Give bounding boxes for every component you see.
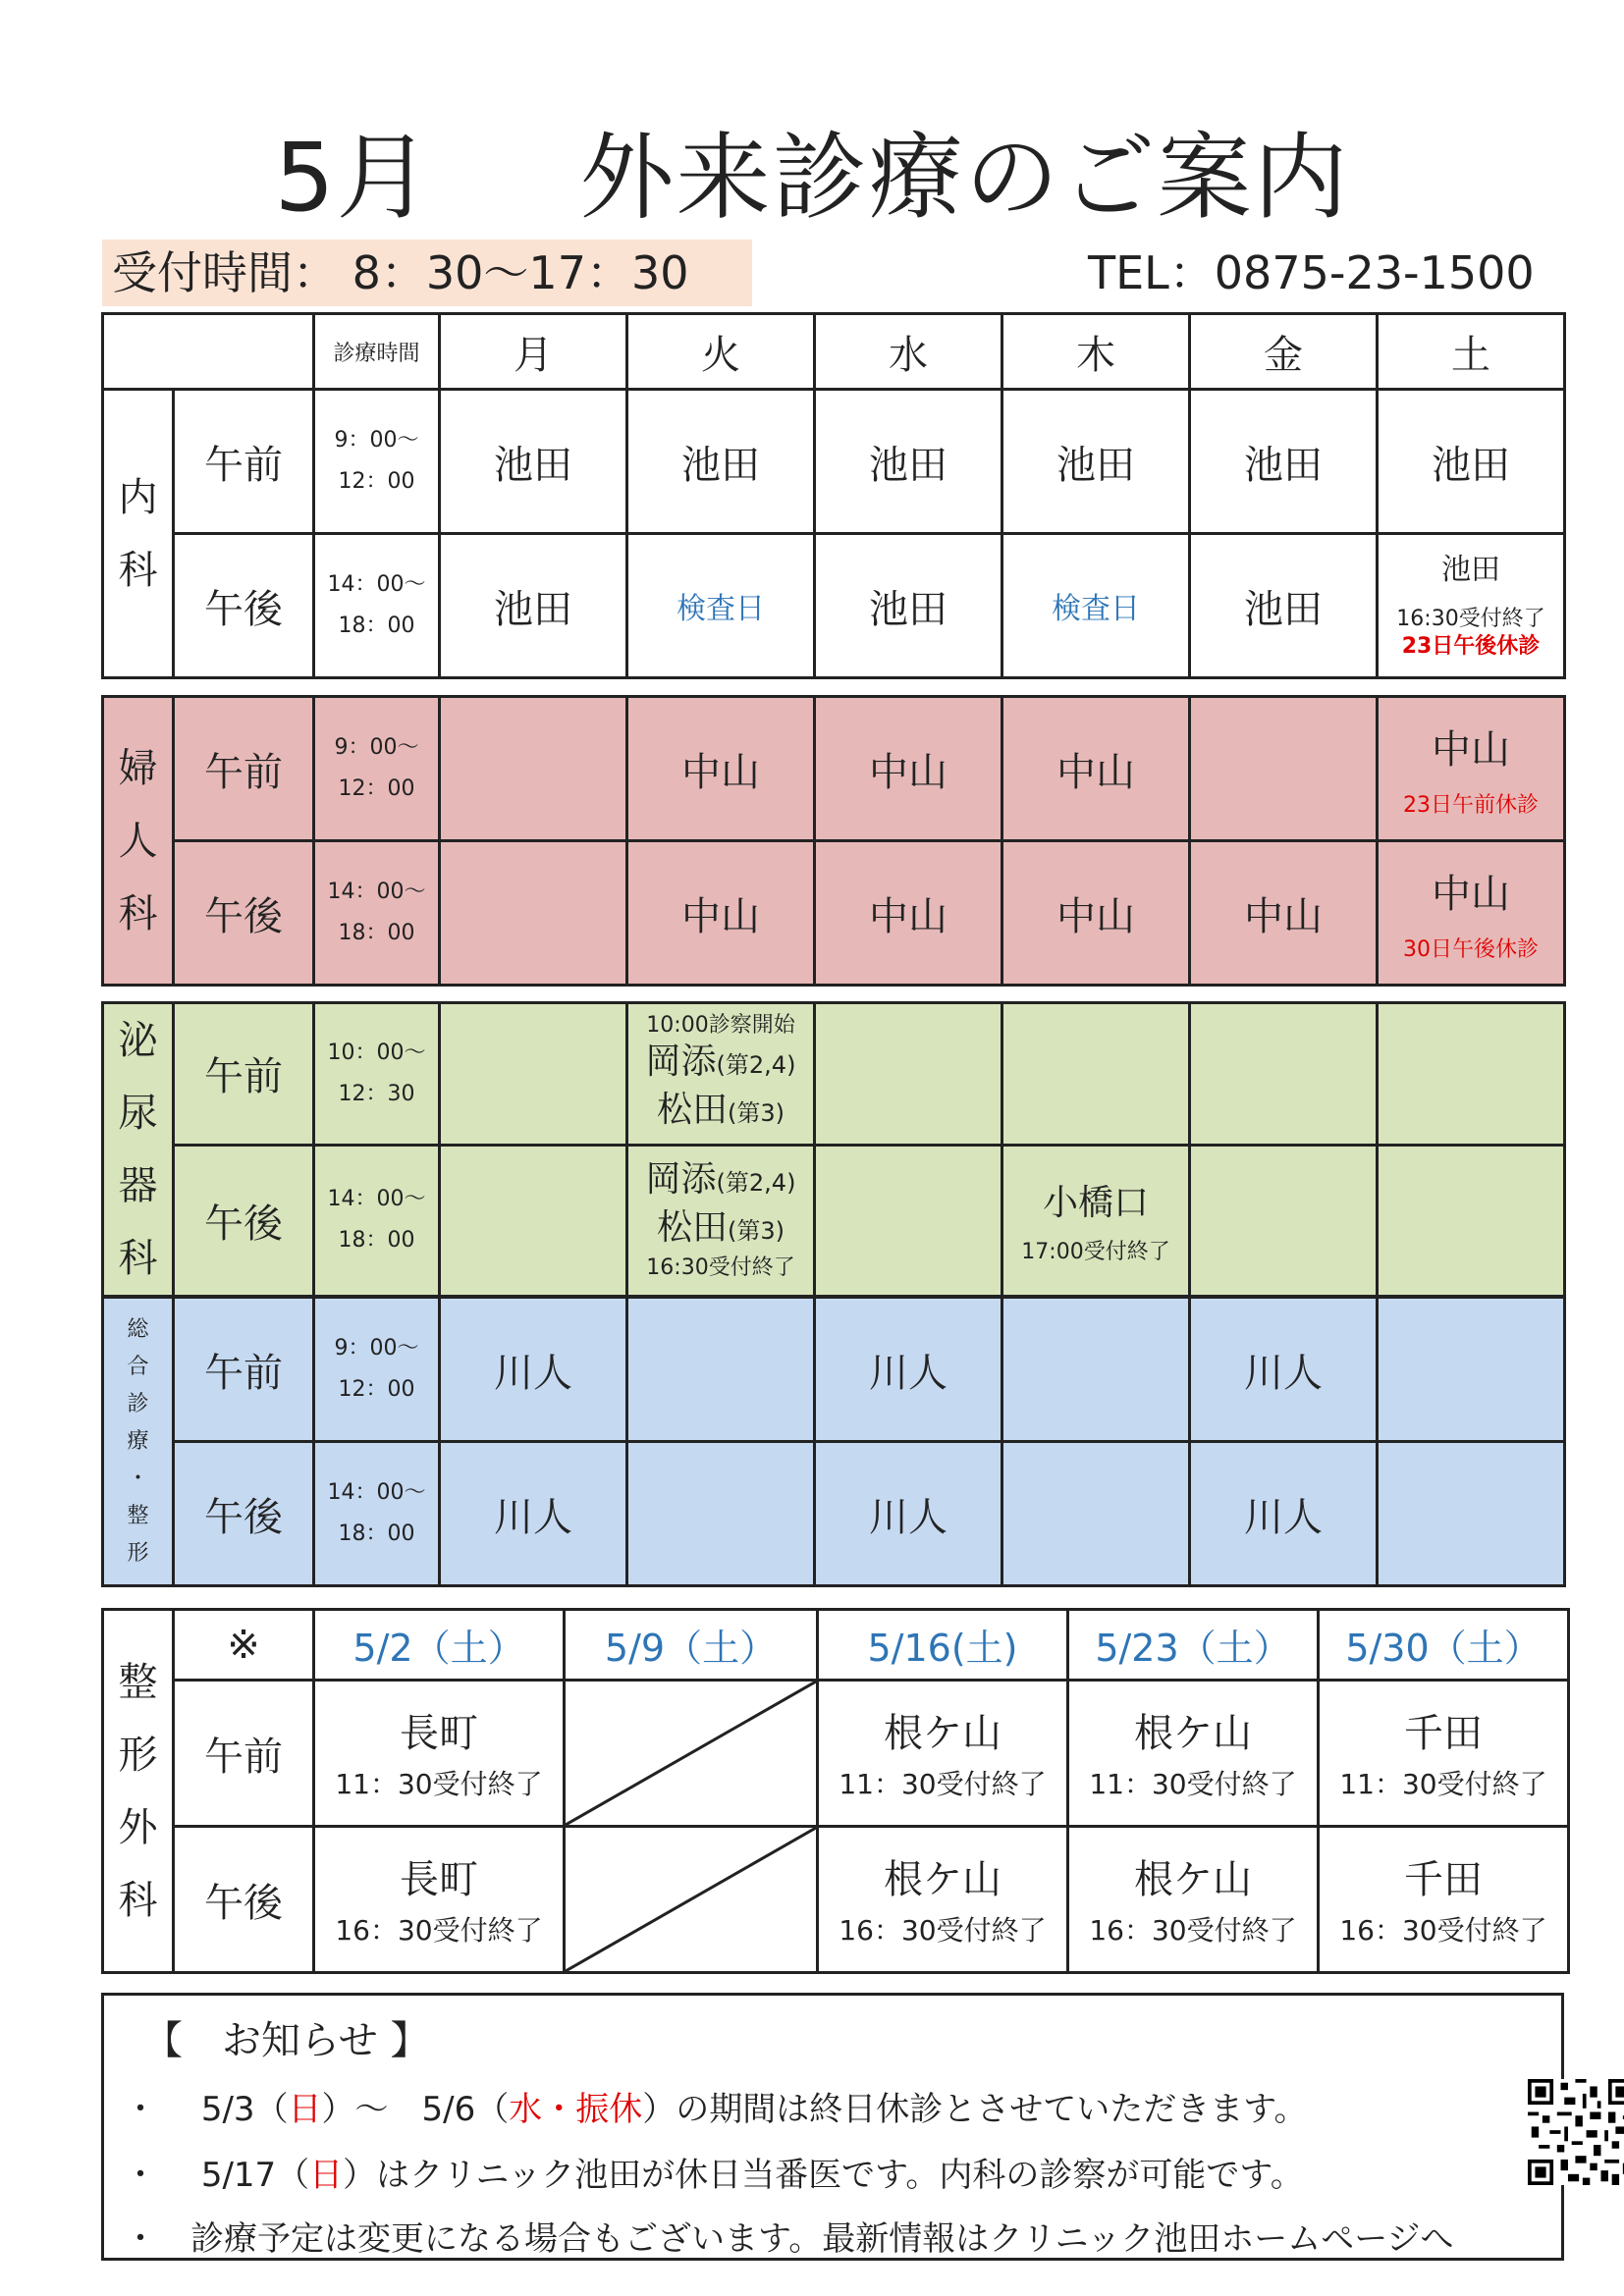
gyn-pm-mon xyxy=(440,841,627,986)
uro-am-sat xyxy=(1378,1003,1565,1146)
gyn-pm-sat: 中山 30日午後休診 xyxy=(1378,841,1565,986)
general-pm-tue xyxy=(627,1442,815,1586)
general-am-fri: 川人 xyxy=(1190,1298,1378,1442)
ortho-am-3: 根ケ山 11：30受付終了 xyxy=(818,1681,1068,1827)
notice-line-2: ・ 5/17（日）はクリニック池田が休日当番医です。内科の診察が可能です。 xyxy=(124,2156,1304,2195)
title-month: 5月 xyxy=(274,123,433,233)
general-pm-fri: 川人 xyxy=(1190,1442,1378,1586)
general-pm-mon: 川人 xyxy=(440,1442,627,1586)
internal-am-thu: 池田 xyxy=(1002,390,1190,534)
pm-label: 午後 xyxy=(174,1442,314,1586)
ortho-am-2-closed xyxy=(565,1681,818,1827)
ortho-pm-1: 長町 16：30受付終了 xyxy=(314,1827,565,1973)
ortho-date-3: 5/16(土) xyxy=(818,1610,1068,1681)
uro-pm-mon xyxy=(440,1145,627,1296)
uro-pm-sat xyxy=(1378,1145,1565,1296)
urology-table xyxy=(101,1001,1566,1298)
internal-am-fri: 池田 xyxy=(1190,390,1378,534)
pm-time: 14：00～ 18：00 xyxy=(314,534,440,678)
am-label: 午前 xyxy=(174,1681,314,1827)
gyn-am-mon xyxy=(440,697,627,841)
internal-pm-fri: 池田 xyxy=(1190,534,1378,678)
corner-cell xyxy=(103,314,314,390)
uro-pm-fri xyxy=(1190,1145,1378,1296)
gyn-am-thu: 中山 xyxy=(1002,697,1190,841)
pm-label: 午後 xyxy=(174,534,314,678)
title-text: 外来診療のご案内 xyxy=(579,123,1350,233)
internal-pm-wed: 池田 xyxy=(815,534,1002,678)
general-pm-thu xyxy=(1002,1442,1190,1586)
time-header: 診療時間 xyxy=(314,314,440,390)
uro-am-wed xyxy=(815,1003,1002,1146)
dept-general: 総 合 診 療 ・ 整 形 xyxy=(103,1298,174,1586)
pm-label: 午後 xyxy=(174,1145,314,1296)
notice-line-3: ・ 診療予定は変更になる場合もございます。最新情報はクリニック池田ホームページへ xyxy=(124,2219,1454,2259)
notice-line-1: ・ 5/3（日）～ 5/6（水・振休）の期間は終日休診とさせていただきます。 xyxy=(124,2090,1308,2129)
ortho-pm-3: 根ケ山 16：30受付終了 xyxy=(818,1827,1068,1973)
internal-am-tue: 池田 xyxy=(627,390,815,534)
internal-am-sat: 池田 xyxy=(1378,390,1565,534)
day-sat: 土 xyxy=(1378,314,1565,390)
gynecology-table xyxy=(101,695,1566,987)
ortho-date-2: 5/9（土） xyxy=(565,1610,818,1681)
diagonal-slash-icon xyxy=(566,1682,816,1825)
ortho-pm-4: 根ケ山 16：30受付終了 xyxy=(1068,1827,1319,1973)
pm-label: 午後 xyxy=(174,1827,314,1973)
reception-hours: 受付時間： 8：30～17：30 xyxy=(102,240,752,306)
general-pm-sat xyxy=(1378,1442,1565,1586)
internal-pm-tue: 検査日 xyxy=(627,534,815,678)
uro-pm-tue: 岡添(第2,4) 松田(第3) 16:30受付終了 xyxy=(627,1145,815,1296)
internal-am-wed: 池田 xyxy=(815,390,1002,534)
uro-am-mon xyxy=(440,1003,627,1146)
day-fri: 金 xyxy=(1190,314,1378,390)
general-am-wed: 川人 xyxy=(815,1298,1002,1442)
general-medicine-table xyxy=(101,1296,1566,1587)
ortho-date-1: 5/2（土） xyxy=(314,1610,565,1681)
ortho-am-1: 長町 11：30受付終了 xyxy=(314,1681,565,1827)
day-mon: 月 xyxy=(440,314,627,390)
dept-internal: 内 科 xyxy=(103,390,174,678)
uro-am-thu xyxy=(1002,1003,1190,1146)
gyn-am-tue: 中山 xyxy=(627,697,815,841)
internal-am-mon: 池田 xyxy=(440,390,627,534)
ortho-date-5: 5/30（土） xyxy=(1319,1610,1569,1681)
uro-am-fri xyxy=(1190,1003,1378,1146)
internal-pm-mon: 池田 xyxy=(440,534,627,678)
ortho-pm-5: 千田 16：30受付終了 xyxy=(1319,1827,1569,1973)
internal-medicine-table xyxy=(101,312,1566,679)
day-wed: 水 xyxy=(815,314,1002,390)
am-label: 午前 xyxy=(174,697,314,841)
am-label: 午前 xyxy=(174,390,314,534)
gyn-am-sat: 中山 23日午前休診 xyxy=(1378,697,1565,841)
am-time: 9：00～ 12：00 xyxy=(314,1298,440,1442)
telephone: TEL：0875-23-1500 xyxy=(1088,246,1535,299)
pm-time: 14：00～ 18：00 xyxy=(314,841,440,986)
uro-am-tue: 10:00診察開始 岡添(第2,4) 松田(第3) xyxy=(627,1003,815,1146)
gyn-pm-thu: 中山 xyxy=(1002,841,1190,986)
internal-pm-sat: 池田 16:30受付終了 23日午後休診 xyxy=(1378,534,1565,678)
general-am-tue xyxy=(627,1298,815,1442)
orthopedics-table xyxy=(101,1608,1570,1974)
ortho-pm-2-closed xyxy=(565,1827,818,1973)
day-tue: 火 xyxy=(627,314,815,390)
dept-urology: 泌 尿 器 科 xyxy=(103,1003,174,1297)
page-title xyxy=(0,103,1624,238)
am-label: 午前 xyxy=(174,1003,314,1146)
am-time: 9：00～ 12：00 xyxy=(314,697,440,841)
general-am-mon: 川人 xyxy=(440,1298,627,1442)
general-am-thu xyxy=(1002,1298,1190,1442)
dept-gynecology: 婦 人 科 xyxy=(103,697,174,986)
ortho-date-4: 5/23（土） xyxy=(1068,1610,1319,1681)
notice-title: 【 お知らせ 】 xyxy=(143,2018,430,2063)
gyn-am-wed: 中山 xyxy=(815,697,1002,841)
internal-pm-thu: 検査日 xyxy=(1002,534,1190,678)
day-thu: 木 xyxy=(1002,314,1190,390)
pm-time: 14：00～ 18：00 xyxy=(314,1145,440,1296)
ortho-am-4: 根ケ山 11：30受付終了 xyxy=(1068,1681,1319,1827)
pm-time: 14：00～ 18：00 xyxy=(314,1442,440,1586)
general-am-sat xyxy=(1378,1298,1565,1442)
diagonal-slash-icon xyxy=(566,1828,816,1971)
general-pm-wed: 川人 xyxy=(815,1442,1002,1586)
gyn-pm-wed: 中山 xyxy=(815,841,1002,986)
qr-code-icon[interactable] xyxy=(1528,2079,1624,2185)
uro-pm-thu: 小橋口 17:00受付終了 xyxy=(1002,1145,1190,1296)
am-time: 10：00～ 12：30 xyxy=(314,1003,440,1146)
gyn-pm-tue: 中山 xyxy=(627,841,815,986)
ortho-am-5: 千田 11：30受付終了 xyxy=(1319,1681,1569,1827)
gyn-am-fri xyxy=(1190,697,1378,841)
gyn-pm-fri: 中山 xyxy=(1190,841,1378,986)
am-time: 9：00～ 12：00 xyxy=(314,390,440,534)
dept-orthopedics: 整 形 外 科 xyxy=(103,1610,174,1973)
notice-box xyxy=(101,1993,1564,2261)
am-label: 午前 xyxy=(174,1298,314,1442)
ortho-note-mark: ※ xyxy=(174,1610,314,1681)
pm-label: 午後 xyxy=(174,841,314,986)
uro-pm-wed xyxy=(815,1145,1002,1296)
